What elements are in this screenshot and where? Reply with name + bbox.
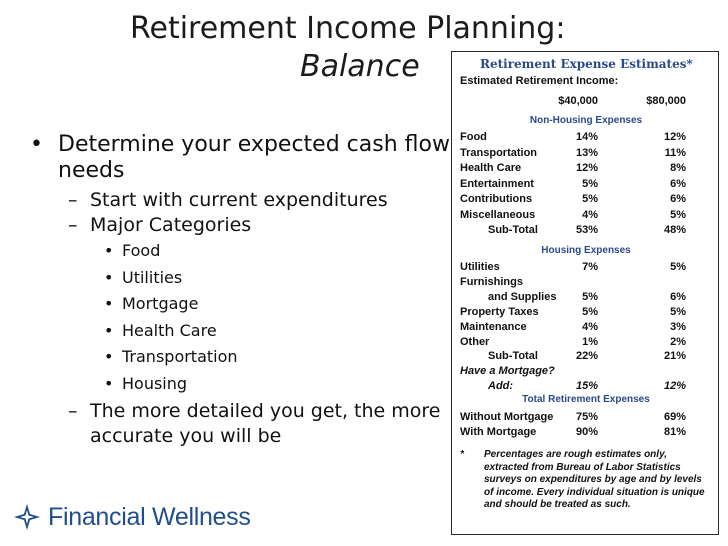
category-item: • Housing (28, 371, 458, 398)
row-value-40k: 90% (575, 426, 598, 438)
row-value-80k: 11% (664, 146, 686, 159)
row-value-80k: 69% (663, 411, 686, 423)
row-label: Transportation (460, 146, 538, 159)
row-label: Maintenance (460, 320, 527, 333)
bullet-sub-current-expenditures: – Start with current expenditures (28, 188, 458, 213)
row-value-40k: 22% (575, 350, 598, 363)
row-value-40k: 4% (582, 320, 598, 333)
row-label: With Mortgage (460, 426, 537, 438)
row-value-80k: 6% (670, 193, 686, 205)
table-row (460, 147, 716, 160)
bullet-main: • Determine your expected cash flow needs (28, 132, 458, 184)
footnote-star: * (460, 449, 464, 460)
bullet-sub-detail: – The more detailed you get, the more accurate you will be (28, 399, 458, 449)
table-row (460, 306, 716, 319)
logo-text: Financial Wellness (48, 502, 251, 531)
row-label: Contributions (460, 193, 533, 205)
income-col1: $40,000 (558, 95, 598, 107)
row-label: Food (460, 131, 487, 143)
row-value-80k: 5% (670, 305, 686, 318)
row-value-80k: 12% (663, 131, 686, 143)
row-value-40k: 5% (582, 305, 598, 318)
table-row (460, 131, 716, 144)
star-logo-icon (12, 502, 42, 532)
row-value-80k: 2% (670, 335, 686, 348)
row-value-80k: 5% (670, 261, 686, 273)
bullet-sub-major-categories: – Major Categories (28, 213, 458, 238)
row-value-40k: 13% (575, 146, 598, 159)
table-row (460, 276, 716, 289)
table-row (460, 209, 716, 222)
table-row (460, 162, 716, 175)
row-label: Miscellaneous (460, 208, 536, 221)
category-item: • Health Care (28, 318, 458, 345)
table-subtitle: Estimated Retirement Income: (460, 75, 619, 87)
table-row (460, 365, 716, 378)
table-row (460, 426, 716, 439)
row-value-40k: 7% (582, 261, 598, 273)
table-row (460, 193, 716, 206)
row-value-40k: 75% (575, 411, 598, 423)
table-row (460, 380, 716, 393)
income-col2: $80,000 (646, 95, 686, 107)
expense-estimates-table (451, 51, 719, 535)
income-header-row (460, 95, 716, 108)
table-row (460, 178, 716, 191)
row-value-80k: 6% (670, 290, 686, 303)
row-value-40k: 1% (582, 335, 598, 348)
row-value-80k: 6% (670, 177, 686, 190)
non-housing-header: Non-Housing Expenses (529, 115, 643, 126)
row-label: Health Care (460, 162, 522, 174)
category-item: • Food (28, 238, 458, 265)
row-value-80k: 3% (670, 320, 686, 333)
row-label: Furnishings (460, 275, 523, 288)
category-item: • Utilities (28, 265, 458, 292)
category-item: • Transportation (28, 344, 458, 371)
table-row (460, 411, 716, 424)
table-row (460, 336, 716, 349)
row-value-80k: 5% (670, 208, 686, 221)
table-row (460, 261, 716, 274)
row-label: Other (460, 335, 490, 348)
row-label: Sub-Total (488, 350, 538, 363)
row-label: Add: (488, 380, 514, 393)
slide-title-line1: Retirement Income Planning: (130, 11, 566, 46)
row-value-80k: 12% (663, 380, 686, 393)
row-label: Property Taxes (460, 305, 539, 318)
row-value-40k: 15% (575, 380, 598, 393)
row-value-40k: 12% (575, 162, 598, 174)
row-value-40k: 14% (575, 131, 598, 143)
row-value-40k: 4% (582, 208, 598, 221)
row-label: Sub-Total (488, 224, 538, 236)
row-value-80k: 81% (663, 426, 686, 438)
row-label: Without Mortgage (460, 411, 554, 423)
footnote-text: Percentages are rough estimates only, extracted from Bureau of Labor Statistics surveys on expenditures by age and by levels of income. Every individual situation is unique and should be treated as such. (484, 449, 705, 510)
slide-title-line2: Balance (300, 49, 420, 84)
housing-header: Housing Expenses (541, 245, 631, 256)
row-value-40k: 53% (575, 224, 598, 236)
row-value-80k: 8% (670, 162, 686, 174)
row-value-40k: 5% (582, 193, 598, 205)
table-subtitle-row (460, 75, 716, 88)
row-label: Have a Mortgage? (460, 365, 555, 378)
row-value-40k: 5% (582, 290, 598, 303)
bullet-list (28, 132, 458, 449)
financial-wellness-logo (12, 502, 251, 532)
category-item: • Mortgage (28, 291, 458, 318)
row-label: Entertainment (460, 177, 534, 190)
row-value-40k: 5% (582, 177, 598, 190)
table-row (460, 350, 716, 363)
row-value-80k: 21% (663, 350, 686, 363)
row-label: and Supplies (488, 290, 557, 303)
total-header: Total Retirement Expenses (522, 394, 650, 405)
table-row (460, 321, 716, 334)
table-row (460, 291, 716, 304)
table-row (460, 224, 716, 237)
row-value-80k: 48% (663, 224, 686, 236)
table-title: Retirement Expense Estimates* (480, 57, 693, 71)
row-label: Utilities (460, 261, 500, 273)
